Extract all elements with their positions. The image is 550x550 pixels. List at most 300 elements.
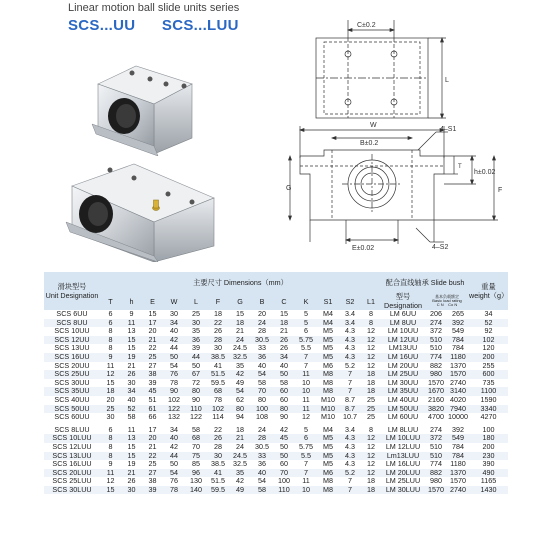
- table-cell: 12: [367, 327, 375, 336]
- table-cell: LM 16LUU: [385, 460, 421, 469]
- table-cell: 25: [100, 405, 121, 414]
- table-cell: 180: [469, 434, 508, 443]
- table-cell: 66: [148, 413, 157, 422]
- table-cell: 24: [258, 425, 266, 434]
- table-cell: 11: [100, 469, 121, 478]
- col-bush-designation-cn: 型号: [395, 292, 411, 301]
- uu-row: [44, 370, 508, 379]
- col-h: h: [121, 292, 142, 310]
- col-load-c: C: [436, 302, 440, 307]
- table-cell: 265: [452, 310, 464, 318]
- table-cell: 9: [108, 460, 113, 469]
- table-cell: 12: [361, 469, 381, 478]
- table-cell: 255: [482, 361, 495, 370]
- table-cell: 50: [280, 442, 288, 451]
- col-b: B: [251, 292, 273, 310]
- table-cell: 1180: [447, 353, 469, 362]
- col-bush-designation: [381, 292, 425, 310]
- table-cell: 32.5: [229, 353, 251, 362]
- table-cell: M5: [323, 460, 333, 469]
- unit-designation-cell: SCS 30UU: [54, 378, 90, 387]
- table-cell: 36: [185, 336, 207, 345]
- table-cell: 36: [251, 353, 273, 362]
- table-cell: 549: [452, 327, 464, 336]
- table-cell: M8: [317, 387, 339, 396]
- table-cell: 94: [236, 413, 244, 422]
- table-cell: 8: [108, 442, 113, 451]
- series-scs-luu: SCS...LUU: [161, 17, 239, 34]
- table-cell: 6: [295, 434, 317, 443]
- table-cell: 8: [100, 452, 121, 461]
- table-cell: 11: [302, 395, 310, 404]
- table-cell: 7: [339, 370, 361, 379]
- table-cell: 58: [192, 425, 200, 434]
- table-cell: 26: [127, 477, 136, 486]
- table-cell: LM 8UU: [381, 319, 425, 328]
- table-cell: LM 50UU: [381, 405, 425, 414]
- table-cell: 20: [148, 327, 157, 336]
- table-cell: 784: [447, 336, 469, 345]
- col-load-rating-cn: 基本负载额定: [435, 294, 459, 299]
- table-cell: 21: [142, 336, 163, 345]
- table-cell: 15: [121, 452, 142, 461]
- table-cell: Lm13LUU: [381, 452, 425, 461]
- table-cell: 60: [273, 387, 295, 396]
- top-view-drawing: [286, 8, 526, 120]
- table-cell: 30: [121, 486, 142, 495]
- table-cell: 45: [142, 387, 163, 396]
- table-cell: 4.3: [339, 434, 361, 443]
- table-cell: 8: [108, 327, 113, 336]
- table-cell: 42: [229, 370, 251, 379]
- table-cell: 85: [192, 460, 200, 469]
- table-cell: 59.5: [211, 378, 225, 387]
- table-cell: 21: [121, 469, 142, 478]
- table-cell: LM 10LUU: [381, 434, 425, 443]
- table-cell: 4.3: [339, 452, 361, 461]
- table-cell: 15: [121, 336, 142, 345]
- unit-designation-cell: SCS 10LUU: [44, 434, 100, 443]
- table-cell: 122: [190, 413, 202, 422]
- table-cell: 12: [361, 452, 381, 461]
- table-cell: 120: [482, 344, 495, 353]
- dim-l-label: L: [445, 77, 449, 84]
- table-cell: 10000: [448, 413, 468, 422]
- table-cell: 4020: [450, 395, 466, 404]
- table-cell: 59.5: [207, 486, 229, 495]
- table-cell: 41: [214, 361, 222, 370]
- col-load-rating: [425, 292, 469, 310]
- unit-designation-cell: SCS 20UU: [54, 361, 90, 370]
- table-cell: 42: [236, 477, 244, 486]
- table-cell: 7940: [447, 405, 469, 414]
- table-cell: 34: [163, 319, 185, 328]
- table-cell: 28: [258, 327, 266, 336]
- unit-designation-cell: SCS 25LUU: [52, 477, 92, 486]
- dim-h-label: h±0.02: [474, 169, 496, 176]
- uu-row: [44, 336, 508, 345]
- uu-row: [44, 353, 508, 362]
- table-cell: 52: [121, 405, 142, 414]
- unit-designation-cell: SCS 60UU: [54, 413, 90, 422]
- table-cell: 9: [100, 353, 121, 362]
- table-cell: 26: [121, 370, 142, 379]
- col-e: E: [142, 292, 163, 310]
- table-cell: 68: [185, 434, 207, 443]
- table-cell: M10: [317, 405, 339, 414]
- table-cell: 52: [469, 319, 508, 328]
- table-cell: 7: [348, 477, 352, 486]
- col-f: F: [207, 292, 229, 310]
- table-cell: 5: [304, 310, 308, 318]
- table-cell: 40: [258, 361, 266, 370]
- table-cell: 15: [148, 310, 157, 318]
- table-cell: 25: [148, 460, 157, 469]
- table-cell: 5.5: [295, 452, 317, 461]
- table-cell: 10: [295, 486, 317, 495]
- uu-row: [44, 413, 508, 422]
- table-cell: 18: [229, 319, 251, 328]
- table-cell: 8: [361, 319, 381, 328]
- table-cell: 140: [185, 486, 207, 495]
- table-cell: 45: [273, 434, 295, 443]
- table-cell: 42: [170, 442, 178, 451]
- table-cell: 12: [361, 434, 381, 443]
- table-cell: 15: [280, 310, 288, 318]
- table-cell: 10.7: [343, 413, 357, 422]
- series-names: [68, 17, 261, 34]
- col-s1: S1: [317, 292, 339, 310]
- table-cell: 7: [295, 469, 317, 478]
- table-cell: 54: [170, 361, 178, 370]
- table-cell: 17: [148, 425, 157, 434]
- col-header-dimensions: 主要尺寸 Dimensions（mm）: [100, 272, 381, 292]
- table-cell: 10: [302, 378, 310, 387]
- uu-row: [44, 362, 508, 371]
- uu-row: [44, 327, 508, 336]
- dim-w-label: W: [370, 122, 377, 129]
- table-cell: 25: [142, 353, 163, 362]
- unit-designation-cell: SCS 40UU: [54, 395, 90, 404]
- table-cell: 32.5: [233, 460, 247, 469]
- table-cell: 26: [273, 336, 295, 345]
- table-cell: 26: [214, 327, 222, 336]
- table-cell: 11: [121, 319, 142, 328]
- table-cell: 13: [121, 434, 142, 443]
- table-cell: 2740: [450, 378, 466, 387]
- table-cell: 3.4: [339, 319, 361, 328]
- table-cell: M6: [323, 361, 333, 370]
- table-cell: 15: [100, 486, 121, 495]
- table-cell: 20: [106, 395, 115, 404]
- table-cell: 18: [361, 387, 381, 396]
- table-cell: 1670: [425, 387, 447, 396]
- table-cell: 7: [339, 387, 361, 396]
- table-cell: 30: [106, 413, 115, 422]
- table-cell: 18: [236, 425, 244, 434]
- table-cell: 12: [361, 336, 381, 345]
- table-cell: 39: [148, 378, 157, 387]
- table-cell: 27: [142, 469, 163, 478]
- uu-row: [44, 387, 508, 396]
- table-cell: 12: [367, 361, 375, 370]
- table-cell: 50: [163, 353, 185, 362]
- col-l1: L1: [361, 292, 381, 310]
- table-cell: 980: [425, 370, 447, 379]
- table-cell: 18: [367, 477, 375, 486]
- table-cell: 1590: [480, 395, 497, 404]
- table-cell: 15: [127, 344, 136, 353]
- col-load-co: Co: [448, 302, 454, 307]
- table-cell: 12: [361, 353, 381, 362]
- table-cell: 51.5: [211, 477, 225, 486]
- table-cell: 76: [163, 370, 185, 379]
- spec-table-body: [44, 310, 508, 494]
- table-cell: 100: [251, 405, 273, 414]
- unit-designation-cell: SCS 12UU: [44, 336, 100, 345]
- table-cell: 5.5: [301, 344, 311, 353]
- table-cell: 510: [430, 442, 442, 451]
- table-cell: 8: [369, 425, 373, 434]
- table-cell: 60: [280, 460, 288, 469]
- table-cell: 9: [129, 310, 134, 318]
- table-cell: 4.3: [345, 460, 355, 469]
- table-cell: LM 12LUU: [385, 442, 421, 451]
- page-title: Linear motion ball slide units series: [68, 2, 240, 14]
- table-cell: 4700: [428, 413, 444, 422]
- table-cell: 8: [369, 310, 373, 318]
- table-cell: 22: [148, 344, 157, 353]
- table-cell: 78: [170, 378, 178, 387]
- table-cell: 3340: [469, 405, 508, 414]
- table-cell: 21: [280, 327, 288, 336]
- col-header-weight-en: weight（g）: [469, 291, 508, 300]
- table-cell: 392: [447, 319, 469, 328]
- table-cell: 90: [280, 413, 288, 422]
- table-cell: M10: [321, 395, 335, 404]
- table-cell: 50: [192, 361, 200, 370]
- table-cell: 76: [170, 477, 178, 486]
- spec-table: [44, 272, 508, 494]
- table-cell: 18: [214, 310, 222, 318]
- table-cell: 42: [163, 336, 185, 345]
- table-cell: M4: [317, 319, 339, 328]
- table-cell: 50: [170, 460, 178, 469]
- series-scs-uu: SCS...UU: [68, 17, 136, 34]
- table-cell: 30.5: [251, 336, 273, 345]
- table-cell: 7: [348, 378, 352, 387]
- table-cell: 38: [142, 370, 163, 379]
- table-cell: LM 40UU: [387, 395, 419, 404]
- table-cell: 34: [484, 310, 493, 318]
- table-cell: 372: [430, 327, 442, 336]
- table-cell: 102: [207, 405, 229, 414]
- table-cell: LM 8LUU: [387, 425, 419, 434]
- table-cell: 11: [295, 405, 317, 414]
- table-cell: 3.4: [345, 425, 355, 434]
- table-cell: 8: [108, 344, 113, 353]
- table-cell: LM 6UU: [389, 310, 417, 318]
- table-cell: 882: [425, 469, 447, 478]
- table-cell: LM 30UU: [387, 378, 419, 387]
- dim-b-label: B±0.2: [360, 140, 379, 147]
- table-cell: 90: [163, 387, 185, 396]
- luu-row: [44, 443, 508, 452]
- col-header-model-en: Unit Designation: [45, 291, 99, 300]
- table-cell: 11: [302, 477, 310, 486]
- table-cell: 882: [430, 361, 442, 370]
- table-cell: 3820: [425, 405, 447, 414]
- unit-designation-cell: SCS 16UU: [44, 353, 100, 362]
- table-cell: 30: [185, 319, 207, 328]
- col-load-unit: N: [440, 302, 444, 307]
- table-cell: 7: [304, 460, 308, 469]
- luu-row: [44, 452, 508, 461]
- table-cell: M6: [317, 469, 339, 478]
- table-cell: 90: [192, 395, 200, 404]
- table-cell: 1100: [469, 387, 508, 396]
- table-cell: 54: [258, 477, 266, 486]
- table-cell: 7: [304, 361, 308, 370]
- table-cell: 35: [236, 361, 244, 370]
- unit-designation-cell: SCS 13UU: [54, 344, 90, 353]
- col-header-weight: [469, 272, 508, 310]
- table-cell: 1570: [425, 486, 447, 495]
- table-cell: 11: [106, 361, 115, 370]
- col-header-model: [44, 272, 100, 310]
- table-cell: 26: [280, 344, 288, 353]
- table-cell: 25: [361, 405, 381, 414]
- table-cell: 24.5: [229, 452, 251, 461]
- table-cell: 510: [430, 344, 442, 353]
- uu-row: [44, 396, 508, 405]
- table-cell: 5.2: [345, 361, 355, 370]
- table-cell: 60: [280, 395, 288, 404]
- unit-designation-cell: SCS 8LUU: [54, 425, 90, 434]
- dim-f-label: F: [498, 187, 503, 194]
- table-cell: 40: [251, 469, 273, 478]
- table-cell: 51.5: [207, 370, 229, 379]
- uu-row: [44, 344, 508, 353]
- table-cell: 92: [484, 327, 493, 336]
- table-cell: 80: [229, 405, 251, 414]
- table-cell: 3140: [447, 387, 469, 396]
- table-cell: 70: [273, 469, 295, 478]
- table-cell: 18: [361, 486, 381, 495]
- table-cell: 27: [148, 361, 157, 370]
- table-cell: 549: [447, 434, 469, 443]
- table-cell: 6: [108, 310, 113, 318]
- table-cell: 25: [367, 395, 375, 404]
- table-cell: 21: [236, 327, 244, 336]
- table-cell: 5.2: [339, 469, 361, 478]
- col-t: T: [100, 292, 121, 310]
- table-cell: 206: [430, 310, 442, 318]
- col-bush-designation-en: Designation: [384, 301, 422, 310]
- table-cell: 392: [452, 425, 464, 434]
- table-cell: 12: [367, 442, 375, 451]
- table-cell: LM13UU: [388, 344, 418, 353]
- table-cell: 12: [106, 477, 115, 486]
- table-cell: 6: [304, 327, 308, 336]
- table-cell: 4.3: [339, 353, 361, 362]
- uu-row: [44, 310, 508, 319]
- table-cell: 1430: [469, 486, 508, 495]
- table-cell: 600: [469, 370, 508, 379]
- table-cell: 42: [280, 425, 288, 434]
- table-cell: M5: [317, 353, 339, 362]
- unit-designation-cell: SCS 35UU: [44, 387, 100, 396]
- table-cell: 33: [251, 452, 273, 461]
- table-cell: LM 25LUU: [385, 477, 421, 486]
- table-cell: 110: [273, 486, 295, 495]
- table-cell: 980: [430, 477, 442, 486]
- table-cell: M8: [323, 477, 333, 486]
- unit-designation-cell: SCS 16LUU: [52, 460, 92, 469]
- table-cell: 51: [148, 395, 157, 404]
- table-cell: 7: [295, 353, 317, 362]
- table-cell: LM 10UU: [387, 327, 419, 336]
- table-cell: 132: [168, 413, 180, 422]
- table-cell: 19: [121, 353, 142, 362]
- table-cell: LM 20LUU: [381, 469, 425, 478]
- table-cell: 12: [367, 344, 375, 353]
- table-cell: 35: [192, 327, 200, 336]
- uu-row: [44, 379, 508, 388]
- table-cell: LM 12UU: [381, 336, 425, 345]
- table-cell: 20: [142, 434, 163, 443]
- table-cell: 68: [207, 387, 229, 396]
- col-s2: S2: [339, 292, 361, 310]
- table-cell: 18: [273, 319, 295, 328]
- table-cell: 6: [100, 319, 121, 328]
- table-cell: 22: [207, 319, 229, 328]
- table-cell: 38: [148, 477, 157, 486]
- dim-g-label: G: [286, 185, 292, 192]
- col-load-rating-en: Basic load rating: [432, 298, 462, 303]
- table-cell: 40: [170, 327, 178, 336]
- table-cell: 12: [302, 413, 310, 422]
- table-cell: 1370: [450, 361, 466, 370]
- table-cell: 784: [452, 344, 464, 353]
- table-cell: 274: [425, 319, 447, 328]
- table-cell: 3.4: [345, 310, 355, 318]
- table-cell: 12: [100, 370, 121, 379]
- col-header-weight-cn: 重量: [481, 282, 496, 291]
- table-cell: 35: [229, 469, 251, 478]
- table-cell: 20: [258, 310, 266, 318]
- table-cell: 4.3: [339, 336, 361, 345]
- table-cell: 5: [304, 425, 308, 434]
- table-cell: 40: [163, 434, 185, 443]
- table-cell: 4.3: [345, 442, 355, 451]
- table-cell: 114: [212, 413, 224, 422]
- table-cell: 49: [229, 486, 251, 495]
- table-cell: 30: [127, 378, 136, 387]
- table-cell: M5: [317, 336, 339, 345]
- col-header-model-cn: 滑块型号: [57, 282, 87, 291]
- col-load-rating-sub: [425, 303, 469, 307]
- table-cell: 40: [127, 395, 136, 404]
- uu-row: [44, 405, 508, 414]
- table-cell: 490: [469, 469, 508, 478]
- table-cell: 30.5: [255, 442, 269, 451]
- table-cell: M8: [317, 486, 339, 495]
- table-cell: 50: [273, 452, 295, 461]
- table-cell: 17: [142, 319, 163, 328]
- table-cell: 39: [142, 486, 163, 495]
- table-cell: LM 16UU: [381, 353, 425, 362]
